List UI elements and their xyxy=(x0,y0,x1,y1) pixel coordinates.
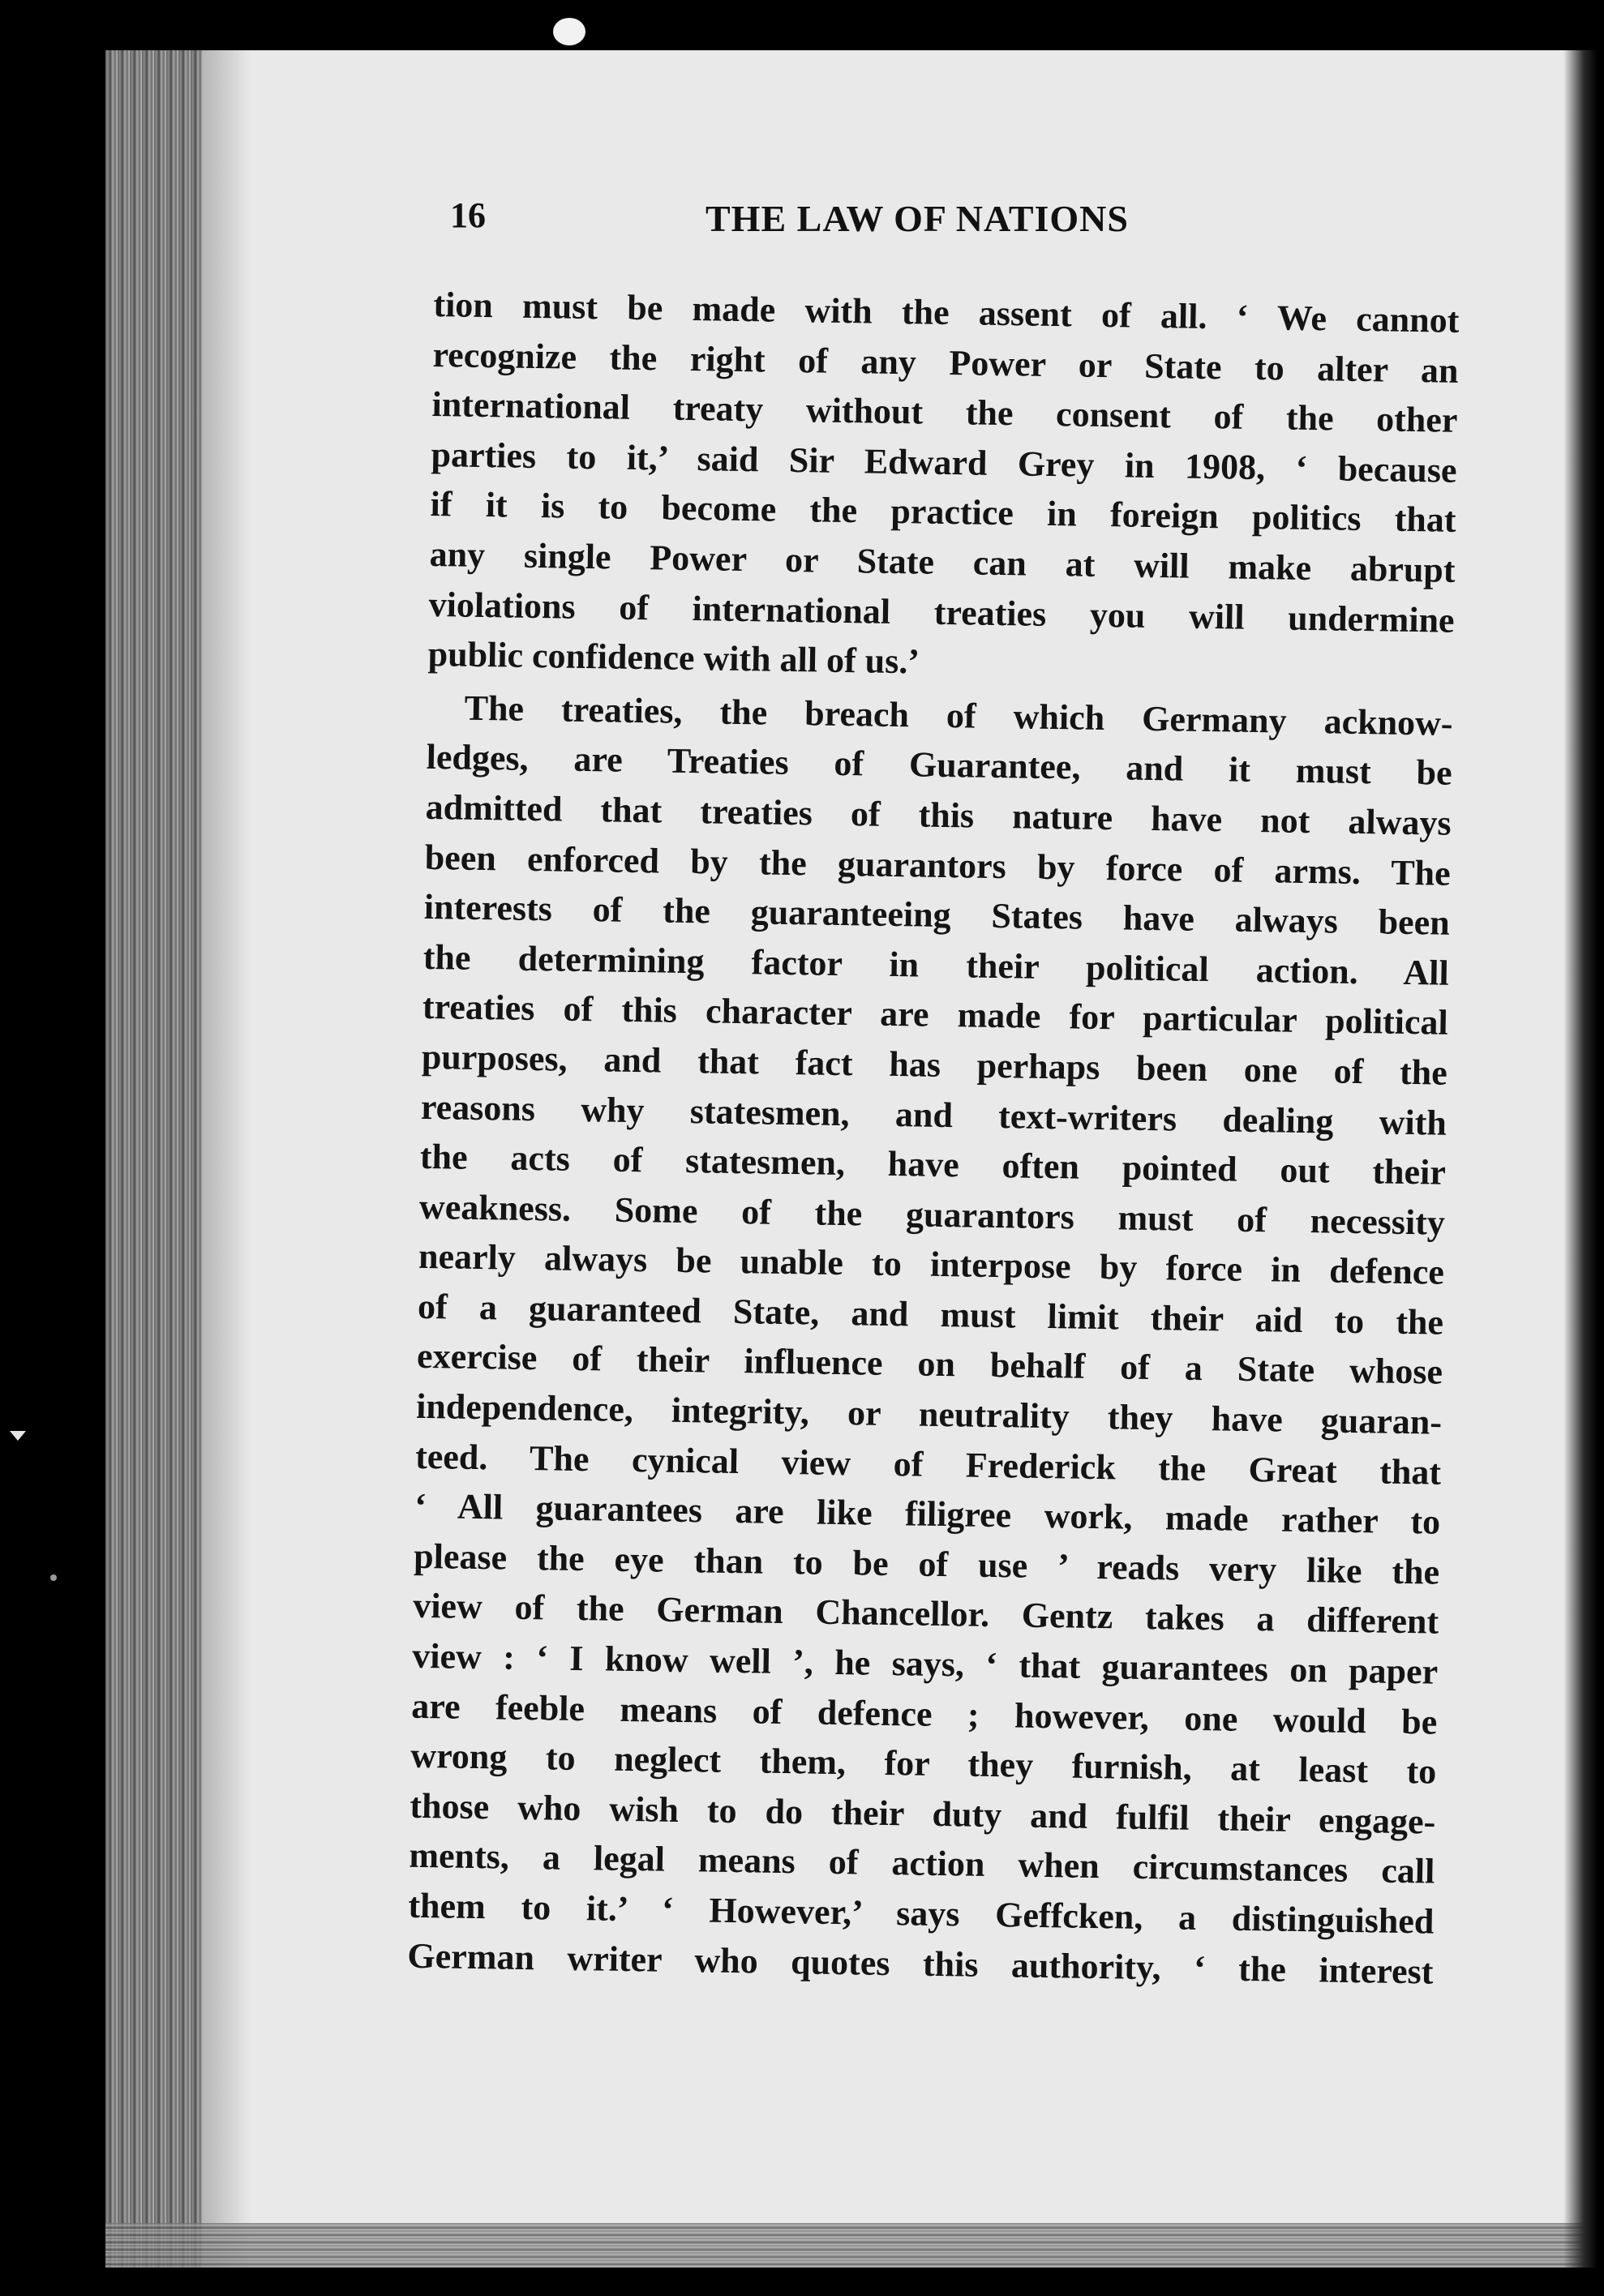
text-line: if it is to become the practice in foreign politics that xyxy=(430,484,1456,541)
text-line: teed. The cynical view of Frederick the Great that xyxy=(414,1436,1442,1493)
text-line: those who wish to do their duty and fulfil their engage- xyxy=(410,1785,1436,1842)
text-line: been enforced by the guarantors by force of arms. The xyxy=(424,837,1452,893)
text-line: are feeble means of defence ; however, one would be xyxy=(410,1686,1438,1742)
text-line: parties to it,’ said Sir Edward Grey in 1908, ‘ because xyxy=(431,434,1457,490)
text-line: independence, integrity, or neutrality they have guaran- xyxy=(415,1386,1443,1442)
paragraph-1 xyxy=(427,280,1460,696)
paragraph-2 xyxy=(407,683,1453,1997)
text-line: treaties of this character are made for particular political xyxy=(422,987,1449,1043)
text-line: the acts of statesmen, have often pointed out their xyxy=(419,1136,1447,1193)
text-line: purposes, and that fact has perhaps been one of the xyxy=(421,1036,1448,1093)
text-line: German writer who quotes this authority, ‘ the interest xyxy=(407,1935,1434,1992)
text-line: exercise of their influence on behalf of a State whose xyxy=(416,1336,1443,1393)
text-line: the determining factor in their political action. All xyxy=(422,936,1450,993)
text-line: them to it.’ ‘ However,’ says Geffcken, a distinguished xyxy=(408,1885,1435,1942)
text-line: admitted that treaties of this nature have not always xyxy=(425,786,1452,843)
binding-hole xyxy=(553,18,585,45)
text-line: ments, a legal means of action when circumstances call xyxy=(409,1836,1435,1892)
margin-mark-dot xyxy=(50,1574,57,1581)
text-line: view of the German Chancellor. Gentz takes a different xyxy=(412,1586,1439,1643)
right-page-edge xyxy=(1563,50,1598,2268)
text-line: recognize the right of any Power or State to alter an xyxy=(432,334,1459,391)
text-line: nearly always be unable to interpose by force in defence xyxy=(418,1236,1445,1292)
text-line: ledges, are Treaties of Guarantee, and it must be xyxy=(426,737,1452,794)
page-stack-edge xyxy=(105,2223,1598,2268)
book-spine-edge xyxy=(105,50,203,2268)
text-line: tion must be made with the assent of all. ‘ We cannot xyxy=(433,284,1460,341)
text-line: of a guaranteed State, and must limit their aid to the xyxy=(417,1286,1444,1343)
body-text xyxy=(407,280,1460,1997)
text-line: The treaties, the breach of which Germany acknow- xyxy=(464,688,1453,743)
text-line: interests of the guaranteeing States have always been xyxy=(423,887,1451,943)
page-number: 16 xyxy=(450,195,486,235)
text-line: weakness. Some of the guarantors must of necessity xyxy=(418,1186,1446,1243)
spine-shadow xyxy=(203,50,251,2268)
text-line: violations of international treaties you will undermine xyxy=(428,584,1455,640)
running-title: THE LAW OF NATIONS xyxy=(706,198,1129,239)
running-head xyxy=(450,195,1293,243)
text-line: wrong to neglect them, for they furnish, at least to xyxy=(410,1735,1437,1792)
text-line: please the eye than to be of use ’ reads very like the xyxy=(413,1536,1440,1592)
text-line: view : ‘ I know well ’, he says, ‘ that guarantees on paper xyxy=(411,1635,1439,1692)
text-line: ‘ All guarantees are like filigree work, made rather to xyxy=(414,1486,1441,1542)
text-line: reasons why statesmen, and text-writers dealing with xyxy=(420,1086,1447,1143)
text-line: public confidence with all of us.’ xyxy=(427,634,920,682)
text-line: international treaty without the consent of the other xyxy=(431,384,1458,441)
margin-mark-triangle xyxy=(10,1431,26,1441)
text-line: any single Power or State can at will make abrupt xyxy=(429,533,1456,590)
